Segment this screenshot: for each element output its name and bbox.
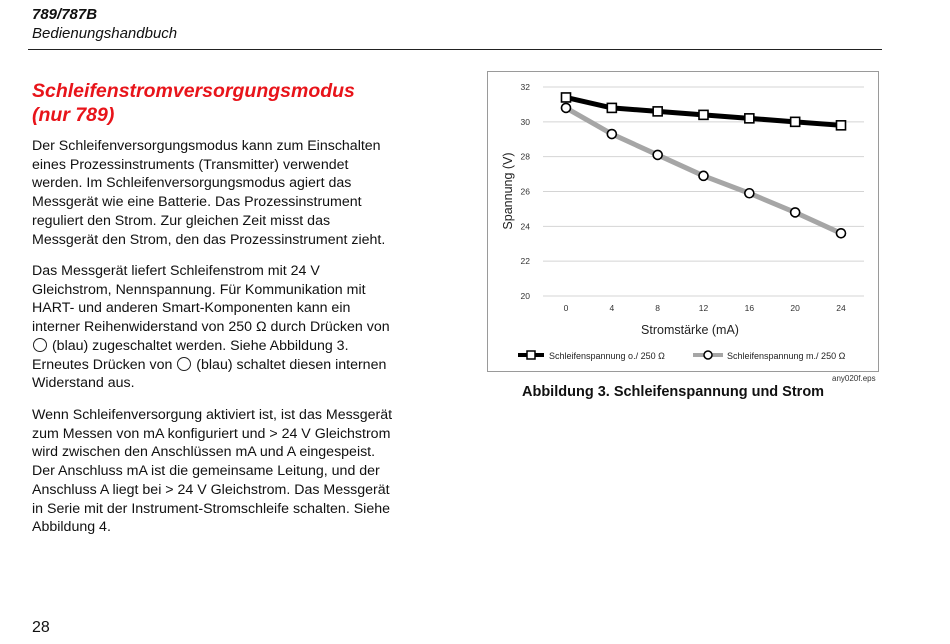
blue-button-icon [177, 357, 191, 371]
data-point-square [562, 93, 571, 102]
section-title-line2: (nur 789) [32, 104, 115, 126]
p1-line: Der Schleifenversorgungsmodus kann zum Einschalten [32, 138, 381, 154]
p2-line: (blau) zugeschaltet werden. Siehe Abbildung 3. [51, 337, 349, 354]
data-point-square [791, 117, 800, 126]
section-title [32, 79, 452, 127]
blue-button-icon [33, 338, 47, 352]
x-tick-label: 20 [790, 303, 800, 313]
legend-marker-square [527, 351, 535, 359]
y-tick-label: 30 [520, 116, 530, 127]
p3-line: in Serie mit der Instrument-Stromschleife schalten. Siehe [32, 500, 390, 517]
data-point-square [837, 121, 846, 130]
y-axis-ticks [521, 82, 531, 301]
legend-label-series-2: Schleifenspannung m./ 250 Ω [727, 351, 846, 361]
data-point-circle [562, 103, 571, 112]
p2-line: Gleichstrom, Nennspannung. Für Kommunikation mit [32, 281, 366, 298]
paragraph-3 [32, 406, 432, 537]
chart-legend [518, 351, 846, 361]
p3-line: Abbildung 4. [32, 519, 111, 536]
data-point-circle [699, 171, 708, 180]
x-tick-label: 12 [698, 303, 709, 313]
p3-line: Der Anschluss mA ist die gemeinsame Leitung, und der [32, 463, 380, 480]
y-tick-label: 20 [520, 291, 530, 301]
paragraph-2 [32, 262, 432, 393]
manual-model: 789/787B [32, 6, 98, 23]
header-divider [28, 49, 882, 50]
p2-line: interner Reihenwiderstand von 250 Ω durch Drücken von [32, 319, 390, 336]
section-title-line1: Schleifenstromversorgungsmodus [32, 80, 355, 102]
p1-line: Messgerät den Strom, den das Prozessinstrument zieht. [32, 231, 386, 248]
manual-subtitle: Bedienungshandbuch [32, 25, 178, 42]
data-point-square [653, 107, 662, 116]
p3-line: zum Messen von mA konfiguriert und > 24 V Gleichstrom [32, 425, 391, 442]
figure-file-ref: any020f.eps [832, 374, 876, 383]
data-point-circle [837, 229, 846, 238]
p2-line: Das Messgerät liefert Schleifenstrom mit 24 V [32, 263, 320, 279]
y-axis-label: Spannung (V) [501, 152, 515, 230]
x-tick-label: 16 [744, 303, 755, 313]
x-tick-label: 8 [655, 303, 661, 313]
p3-line: Wenn Schleifenversorgung aktiviert ist, ist das Messgerät [32, 407, 393, 423]
p1-line: eines Prozessinstruments (Transmitter) verwendet [32, 156, 349, 173]
p3-line: Anschluss A liegt bei > 24 V Gleichstrom. Das Messgerät [32, 481, 390, 498]
data-point-circle [607, 130, 616, 139]
legend-label-series-1: Schleifenspannung o./ 250 Ω [549, 351, 665, 361]
x-tick-label: 24 [836, 303, 846, 313]
page-number: 28 [32, 619, 50, 636]
x-axis-label: Stromstärke (mA) [641, 323, 739, 337]
data-point-square [607, 103, 616, 112]
figure-caption: Abbildung 3. Schleifenspannung und Strom [522, 384, 825, 400]
p3-line: wird zwischen den Anschlüssen mA und A eingespeist. [32, 444, 376, 461]
data-point-square [745, 114, 754, 123]
legend-marker-circle [704, 351, 712, 359]
y-tick-label: 28 [520, 151, 530, 162]
y-tick-label: 22 [520, 256, 530, 267]
y-tick-label: 26 [520, 186, 530, 197]
x-axis-ticks [564, 303, 846, 313]
data-point-circle [653, 150, 662, 159]
p2-line: Erneutes Drücken von [32, 356, 173, 373]
x-tick-label: 4 [609, 303, 615, 313]
voltage-current-chart [488, 72, 878, 371]
figure-chart-frame [487, 71, 879, 372]
p2-line: Widerstand aus. [32, 375, 135, 392]
p2-line: HART- und anderen Smart-Komponenten kann ein [32, 300, 351, 317]
data-point-circle [791, 208, 800, 217]
data-point-circle [745, 189, 754, 198]
data-point-square [699, 110, 708, 119]
y-tick-label: 32 [520, 82, 530, 92]
x-tick-label: 0 [563, 303, 569, 313]
p1-line: reguliert den Strom. Zur gleichen Zeit misst das [32, 212, 331, 229]
p1-line: werden. Im Schleifenversorgungsmodus agiert das [32, 175, 352, 192]
p1-line: Messgerät wie eine Batterie. Das Prozessinstrument [32, 194, 362, 211]
y-tick-label: 24 [520, 221, 530, 232]
p2-line: (blau) schaltet diesen internen [196, 356, 387, 373]
paragraph-1 [32, 137, 432, 249]
chart-series [562, 93, 846, 238]
